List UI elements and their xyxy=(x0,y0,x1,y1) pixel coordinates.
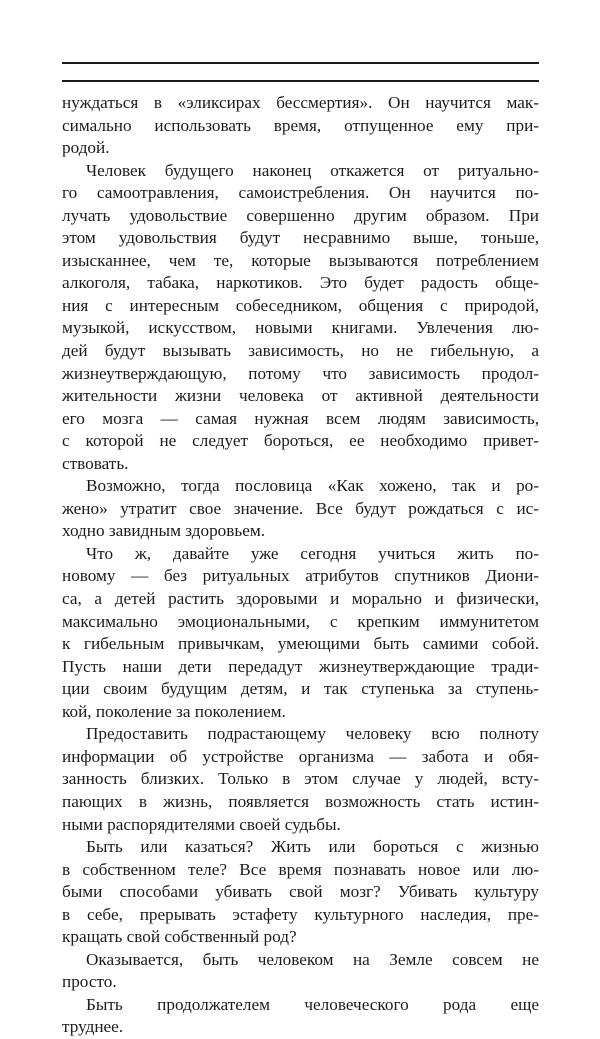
text-line: просто. xyxy=(62,972,117,992)
paragraph xyxy=(62,475,539,543)
text-line: этом удовольствия будут несравнимо выше, тоньше, xyxy=(62,228,539,248)
text-line: быми способами убивать свой мозг? Убивать культуру xyxy=(62,882,539,902)
text-line: родой. xyxy=(62,138,110,158)
text-line: новому — без ритуальных атрибутов спутников Диони- xyxy=(62,566,539,586)
text-line: симально использовать время, отпущенное ему при- xyxy=(62,115,539,135)
header-rule-top xyxy=(62,62,539,64)
text-line: максимально эмоциональными, с крепким иммунитетом xyxy=(62,611,539,631)
text-line: лучать удовольствие совершенно другим образом. При xyxy=(62,205,539,225)
text-line: в себе, прерывать эстафету культурного наследия, пре- xyxy=(62,904,539,924)
text-line: Что ж, давайте уже сегодня учиться жить по- xyxy=(86,543,539,563)
text-line: в собственном теле? Все время познавать новое или лю- xyxy=(62,859,539,879)
paragraph xyxy=(62,994,539,1039)
text-line: кой, поколение за поколением. xyxy=(62,701,286,721)
text-line: к гибельным привычкам, умеющими быть самими собой. xyxy=(62,634,539,654)
text-line: ными распорядителями своей судьбы. xyxy=(62,814,341,834)
text-line: Быть продолжателем человеческого рода еще xyxy=(86,994,539,1014)
text-line: Возможно, тогда пословица «Как хожено, так и ро- xyxy=(86,476,539,496)
text-line: жительности жизни человека от активной деятельности xyxy=(62,386,539,406)
text-line: информации об устройстве организма — забота и обя- xyxy=(62,746,539,766)
paragraph xyxy=(62,949,539,994)
text-line: изысканнее, чем те, которые вызываются потреблением xyxy=(62,250,539,270)
text-line: Оказывается, быть человеком на Земле совсем не xyxy=(86,949,539,969)
text-line: жено» утратит свое значение. Все будут рождаться с ис- xyxy=(62,498,539,518)
text-line: жизнеутверждающую, потому что зависимость продол- xyxy=(62,363,539,383)
text-line: ствовать. xyxy=(62,453,129,473)
text-line: алкоголя, табака, наркотиков. Это будет радость обще- xyxy=(62,273,539,293)
text-line: дей будут вызывать зависимость, но не гибельную, а xyxy=(62,341,539,361)
text-line: Предоставить подрастающему человеку всю полноту xyxy=(86,724,539,744)
paragraph xyxy=(62,160,539,476)
text-line: кращать свой собственный род? xyxy=(62,927,297,947)
text-line: го самоотравления, самоистребления. Он научится по- xyxy=(62,183,539,203)
text-line: с которой не следует бороться, ее необходимо привет- xyxy=(62,431,539,451)
text-line: ния с интересным собеседником, общения с природой, xyxy=(62,295,539,315)
text-line: труднее. xyxy=(62,1017,124,1037)
text-line: нуждаться в «эликсирах бессмертия». Он научится мак- xyxy=(62,93,539,112)
text-line: Пусть наши дети передадут жизнеутверждающие тради- xyxy=(62,656,539,676)
paragraph xyxy=(62,723,539,836)
body-text xyxy=(62,92,539,1039)
text-line: Человек будущего наконец откажется от ритуально- xyxy=(86,160,539,180)
text-line: музыкой, искусством, новыми книгами. Увлечения лю- xyxy=(62,318,539,338)
text-line: его мозга — самая нужная всем людям зависимость, xyxy=(62,408,539,428)
paragraph xyxy=(62,836,539,949)
text-line: ходно завидным здоровьем. xyxy=(62,521,266,541)
text-line: Быть или казаться? Жить или бороться с жизнью xyxy=(86,837,539,857)
text-line: са, а детей растить здоровыми и морально и физически, xyxy=(62,589,539,609)
text-line: пающих в жизнь, появляется возможность стать истин- xyxy=(62,791,539,811)
text-line: ции своим будущим детям, и так ступенька за ступень- xyxy=(62,679,539,699)
header-rule-bottom xyxy=(62,80,539,82)
paragraph xyxy=(62,92,539,160)
text-line: занность близких. Только в этом случае у людей, всту- xyxy=(62,769,539,789)
paragraph xyxy=(62,543,539,723)
